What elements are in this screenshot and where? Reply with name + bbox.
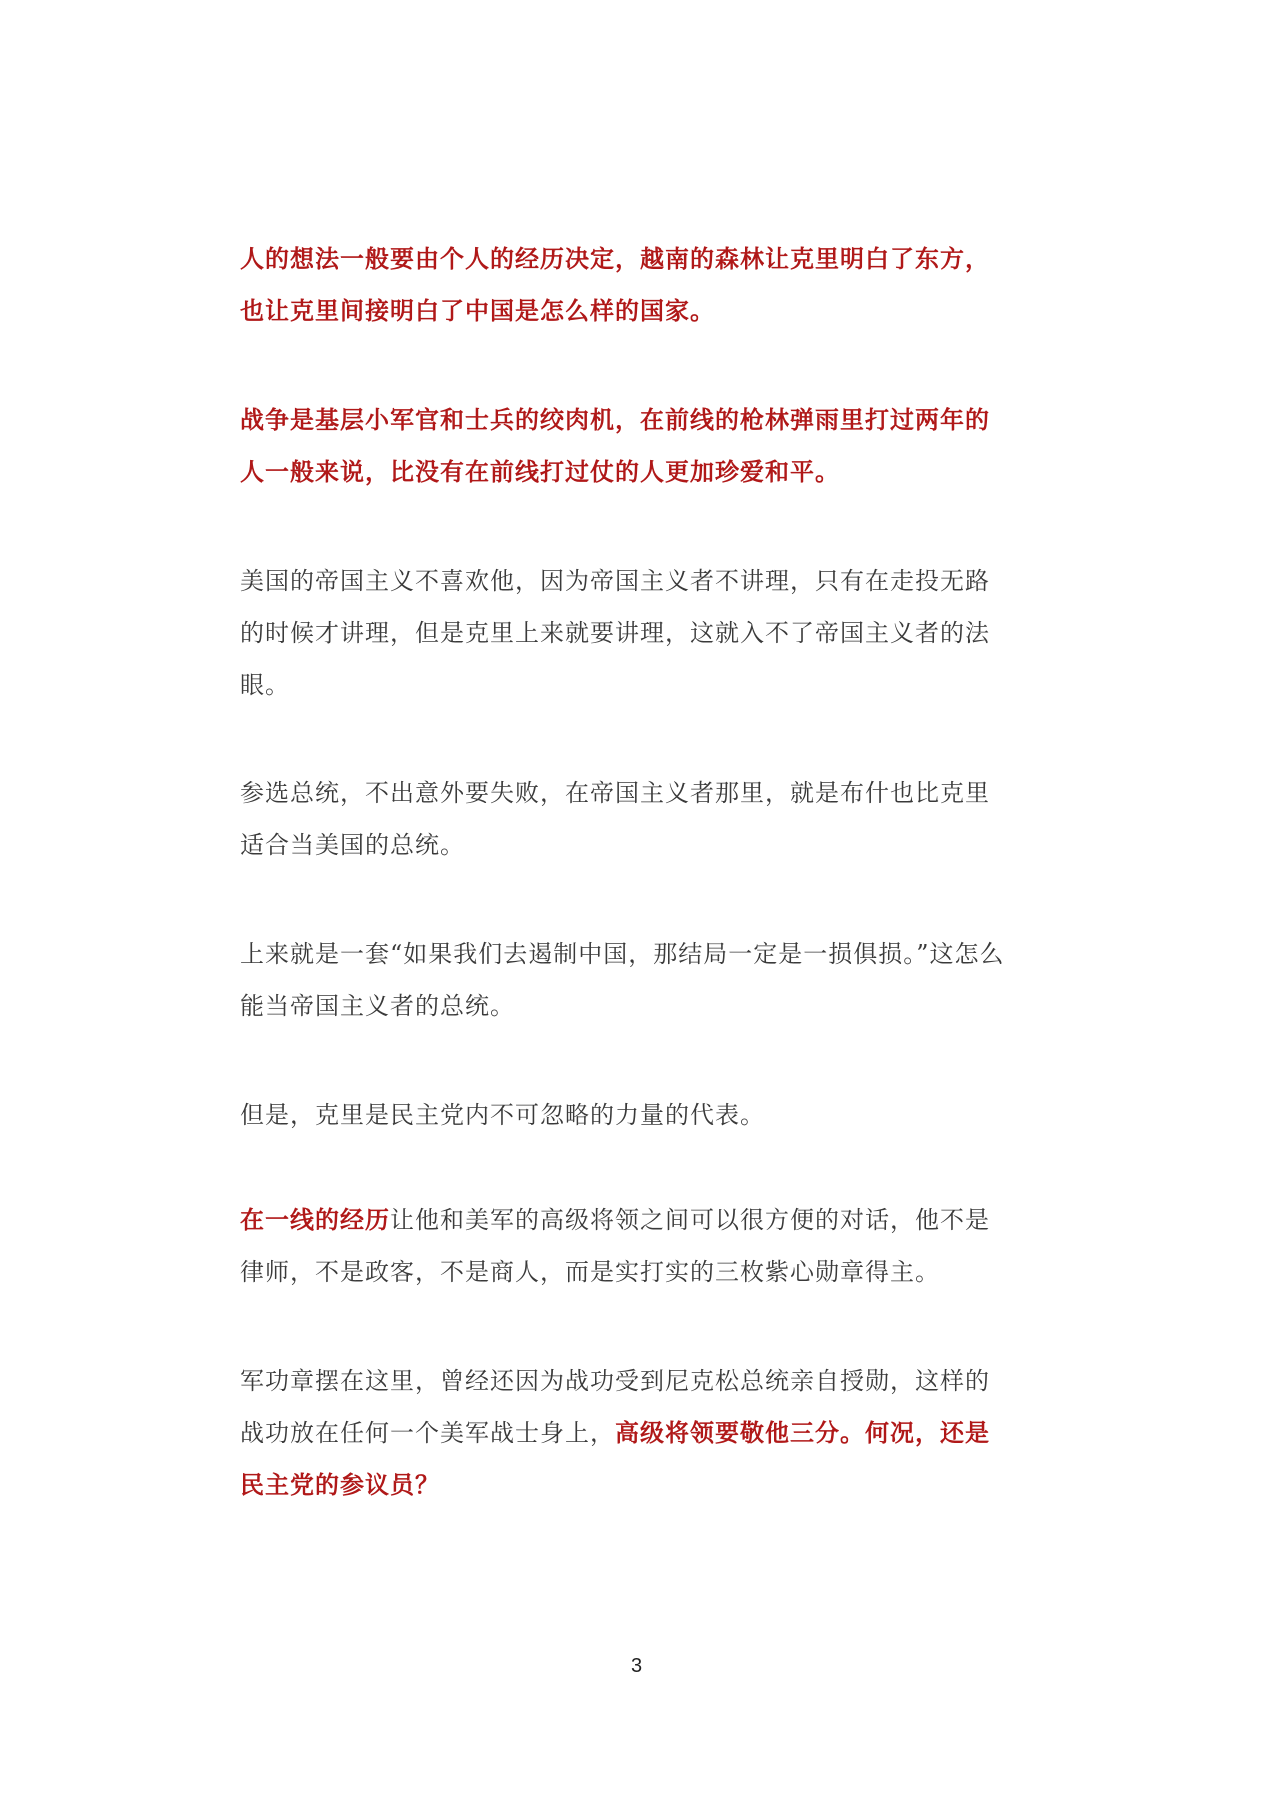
paragraph-3 [240, 555, 1040, 711]
text-line [240, 767, 1040, 819]
text-line [240, 1355, 1040, 1407]
emphasized-text: 民主党的参议员？ [240, 1471, 440, 1499]
body-text: 上来就是一套“如果我们去遏制中国，那结局一定是一损俱损。”这怎么 [240, 940, 1005, 968]
body-text: 能当帝国主义者的总统。 [240, 992, 515, 1020]
text-line [240, 233, 1040, 285]
text-line [240, 819, 1040, 871]
text-line [240, 980, 1040, 1032]
text-line [240, 1459, 1040, 1511]
emphasized-text: 在一线的经历 [240, 1206, 390, 1234]
paragraph-4 [240, 767, 1040, 871]
emphasized-text: 人的想法一般要由个人的经历决定，越南的森林让克里明白了东方， [240, 245, 990, 273]
text-line [240, 1407, 1040, 1459]
text-line [240, 446, 1040, 498]
body-text: 律师，不是政客，不是商人，而是实打实的三枚紫心勋章得主。 [240, 1258, 940, 1286]
body-text: 但是，克里是民主党内不可忽略的力量的代表。 [240, 1101, 765, 1129]
paragraph-8 [240, 1355, 1040, 1511]
body-text: 参选总统，不出意外要失败，在帝国主义者那里，就是布什也比克里 [240, 779, 990, 807]
emphasized-text: 高级将领要敬他三分。何况，还是 [615, 1419, 990, 1447]
paragraph-7 [240, 1194, 1040, 1298]
paragraph-5 [240, 928, 1040, 1032]
page-number: 3 [630, 1655, 643, 1677]
text-line [240, 555, 1040, 607]
text-line [240, 928, 1040, 980]
body-text: 适合当美国的总统。 [240, 831, 465, 859]
paragraph-2 [240, 394, 1040, 498]
body-text: 的时候才讲理，但是克里上来就要讲理，这就入不了帝国主义者的法 [240, 619, 990, 647]
body-text: 战功放在任何一个美军战士身上， [240, 1419, 615, 1447]
emphasized-text: 人一般来说，比没有在前线打过仗的人更加珍爱和平。 [240, 458, 840, 486]
body-text: 美国的帝国主义不喜欢他，因为帝国主义者不讲理，只有在走投无路 [240, 567, 990, 595]
body-text: 眼。 [240, 671, 290, 699]
text-line [240, 1089, 1040, 1141]
emphasized-text: 战争是基层小军官和士兵的绞肉机，在前线的枪林弹雨里打过两年的 [240, 406, 990, 434]
body-text: 军功章摆在这里，曾经还因为战功受到尼克松总统亲自授勋，这样的 [240, 1367, 990, 1395]
paragraph-6 [240, 1089, 1040, 1141]
text-line [240, 285, 1040, 337]
body-text: 让他和美军的高级将领之间可以很方便的对话，他不是 [390, 1206, 990, 1234]
text-line [240, 1194, 1040, 1246]
paragraph-1 [240, 233, 1040, 337]
emphasized-text: 也让克里间接明白了中国是怎么样的国家。 [240, 297, 715, 325]
text-line [240, 607, 1040, 659]
text-line [240, 659, 1040, 711]
text-line [240, 394, 1040, 446]
text-line [240, 1246, 1040, 1298]
